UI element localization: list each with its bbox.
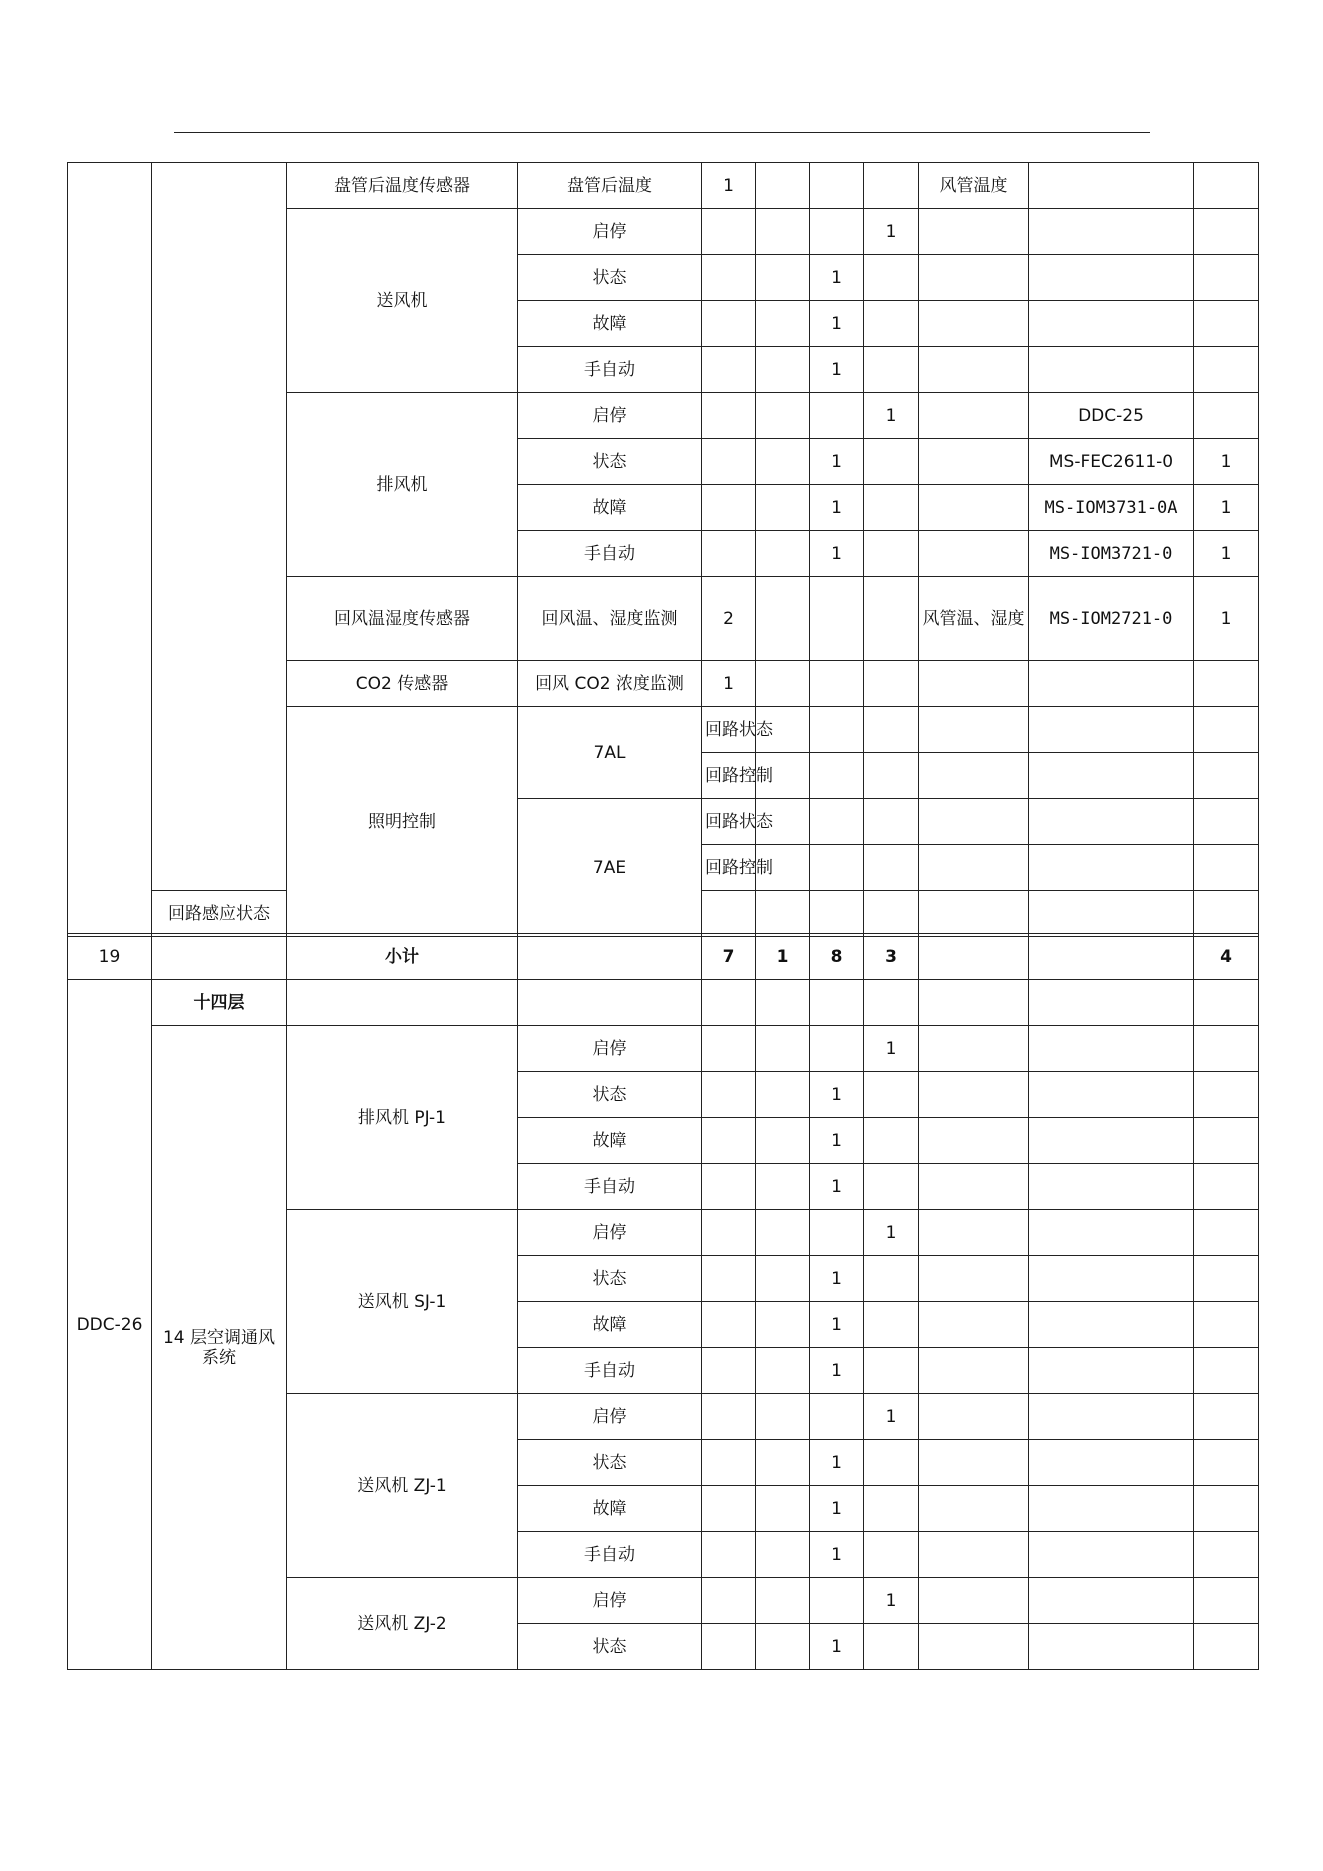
device-cell: CO2 传感器 [287, 661, 518, 707]
device-cell: 送风机 ZJ-1 [287, 1394, 518, 1578]
di-cell: 1 [810, 1072, 864, 1118]
device-cell: 7AE [518, 799, 702, 937]
di-cell: 1 [810, 485, 864, 531]
qty-cell: 1 [1194, 485, 1259, 531]
point-cell: 手自动 [518, 347, 702, 393]
ai-cell: 1 [702, 163, 756, 209]
point-cell: 状态 [518, 1072, 702, 1118]
device-cell: 7AL [518, 707, 702, 799]
table-row [68, 1026, 1259, 1072]
ddc-cell-prev [68, 163, 152, 937]
ctrl-cell: MS-IOM3721-0 [1029, 531, 1194, 577]
di-cell [810, 163, 864, 209]
di-cell: 1 [810, 347, 864, 393]
points-table [67, 162, 1259, 937]
point-cell: 启停 [518, 1394, 702, 1440]
device-cell: 送风机 [287, 209, 518, 393]
di-cell: 1 [810, 1486, 864, 1532]
ctrl-cell: MS-FEC2611-0 [1029, 439, 1194, 485]
point-cell: 状态 [518, 1624, 702, 1670]
point-cell: 故障 [518, 1118, 702, 1164]
ao-cell [756, 163, 810, 209]
device-cell: 排风机 [287, 393, 518, 577]
system-cell-prev [152, 163, 287, 891]
point-cell: 回路控制 [702, 845, 756, 891]
system-cell: 照明控制 [287, 707, 518, 937]
point-cell: 故障 [518, 301, 702, 347]
point-cell: 状态 [518, 255, 702, 301]
di-cell: 1 [810, 439, 864, 485]
di-cell: 1 [810, 1164, 864, 1210]
ctrl-cell: DDC-25 [1029, 393, 1194, 439]
di-total: 8 [810, 934, 864, 980]
point-cell: 回风 CO2 浓度监测 [518, 661, 702, 707]
subtotal-row [68, 934, 1259, 980]
di-cell: 1 [810, 1118, 864, 1164]
device-cell: 盘管后温度传感器 [287, 163, 518, 209]
ai-total: 7 [702, 934, 756, 980]
point-cell: 故障 [518, 485, 702, 531]
di-cell: 1 [810, 1624, 864, 1670]
device-cell: 回风温湿度传感器 [287, 577, 518, 661]
di-cell: 1 [810, 1348, 864, 1394]
ddc-cell: DDC-26 [68, 980, 152, 1670]
qty-cell: 1 [1194, 439, 1259, 485]
di-cell: 1 [810, 1532, 864, 1578]
system-cell: 14 层空调通风系统 [152, 1026, 287, 1670]
ai-cell: 2 [702, 577, 756, 661]
point-cell: 手自动 [518, 1532, 702, 1578]
floor-cell: 十四层 [152, 980, 287, 1026]
qty-cell: 1 [1194, 577, 1259, 661]
point-cell: 故障 [518, 1486, 702, 1532]
di-cell: 1 [810, 1302, 864, 1348]
do-cell: 1 [864, 1210, 919, 1256]
ctrl-cell: MS-IOM3731-0A [1029, 485, 1194, 531]
do-cell [864, 163, 919, 209]
point-cell: 状态 [518, 1440, 702, 1486]
qty-cell [1194, 393, 1259, 439]
point-cell: 回风温、湿度监测 [518, 577, 702, 661]
point-cell: 回路状态 [702, 707, 756, 753]
di-cell: 1 [810, 255, 864, 301]
table-row [68, 163, 1259, 209]
device-cell: 送风机 ZJ-2 [287, 1578, 518, 1670]
di-cell: 1 [810, 531, 864, 577]
ctrl-cell: MS-IOM2721-0 [1029, 577, 1194, 661]
di-cell: 1 [810, 1440, 864, 1486]
point-cell: 手自动 [518, 1164, 702, 1210]
point-cell: 状态 [518, 439, 702, 485]
point-cell: 故障 [518, 1302, 702, 1348]
point-cell: 回路控制 [702, 753, 756, 799]
points-table-lower [67, 933, 1259, 1670]
subtotal-label: 小计 [287, 934, 518, 980]
ao-total: 1 [756, 934, 810, 980]
ai-cell: 1 [702, 661, 756, 707]
point-cell: 状态 [518, 1256, 702, 1302]
point-cell: 启停 [518, 1578, 702, 1624]
do-cell: 1 [864, 1394, 919, 1440]
do-cell: 1 [864, 1578, 919, 1624]
index-cell: 19 [68, 934, 152, 980]
do-cell: 1 [864, 209, 919, 255]
type-cell: 风管温度 [919, 163, 1029, 209]
point-cell: 启停 [518, 1026, 702, 1072]
point-cell: 启停 [518, 209, 702, 255]
table-row [68, 980, 1259, 1026]
point-cell: 手自动 [518, 1348, 702, 1394]
point-cell: 回路感应状态 [152, 891, 287, 937]
header-rule [174, 132, 1150, 133]
device-cell: 送风机 SJ-1 [287, 1210, 518, 1394]
device-cell: 排风机 PJ-1 [287, 1026, 518, 1210]
ctrl-cell [1029, 163, 1194, 209]
point-cell: 启停 [518, 1210, 702, 1256]
point-cell: 回路状态 [702, 799, 756, 845]
point-cell: 盘管后温度 [518, 163, 702, 209]
di-cell: 1 [810, 1256, 864, 1302]
point-cell: 启停 [518, 393, 702, 439]
do-cell: 1 [864, 393, 919, 439]
qty-cell: 1 [1194, 531, 1259, 577]
do-total: 3 [864, 934, 919, 980]
di-cell: 1 [810, 301, 864, 347]
point-cell: 手自动 [518, 531, 702, 577]
type-cell: 风管温、湿度 [919, 577, 1029, 661]
qty-cell [1194, 163, 1259, 209]
do-cell: 1 [864, 1026, 919, 1072]
qty-total: 4 [1194, 934, 1259, 980]
